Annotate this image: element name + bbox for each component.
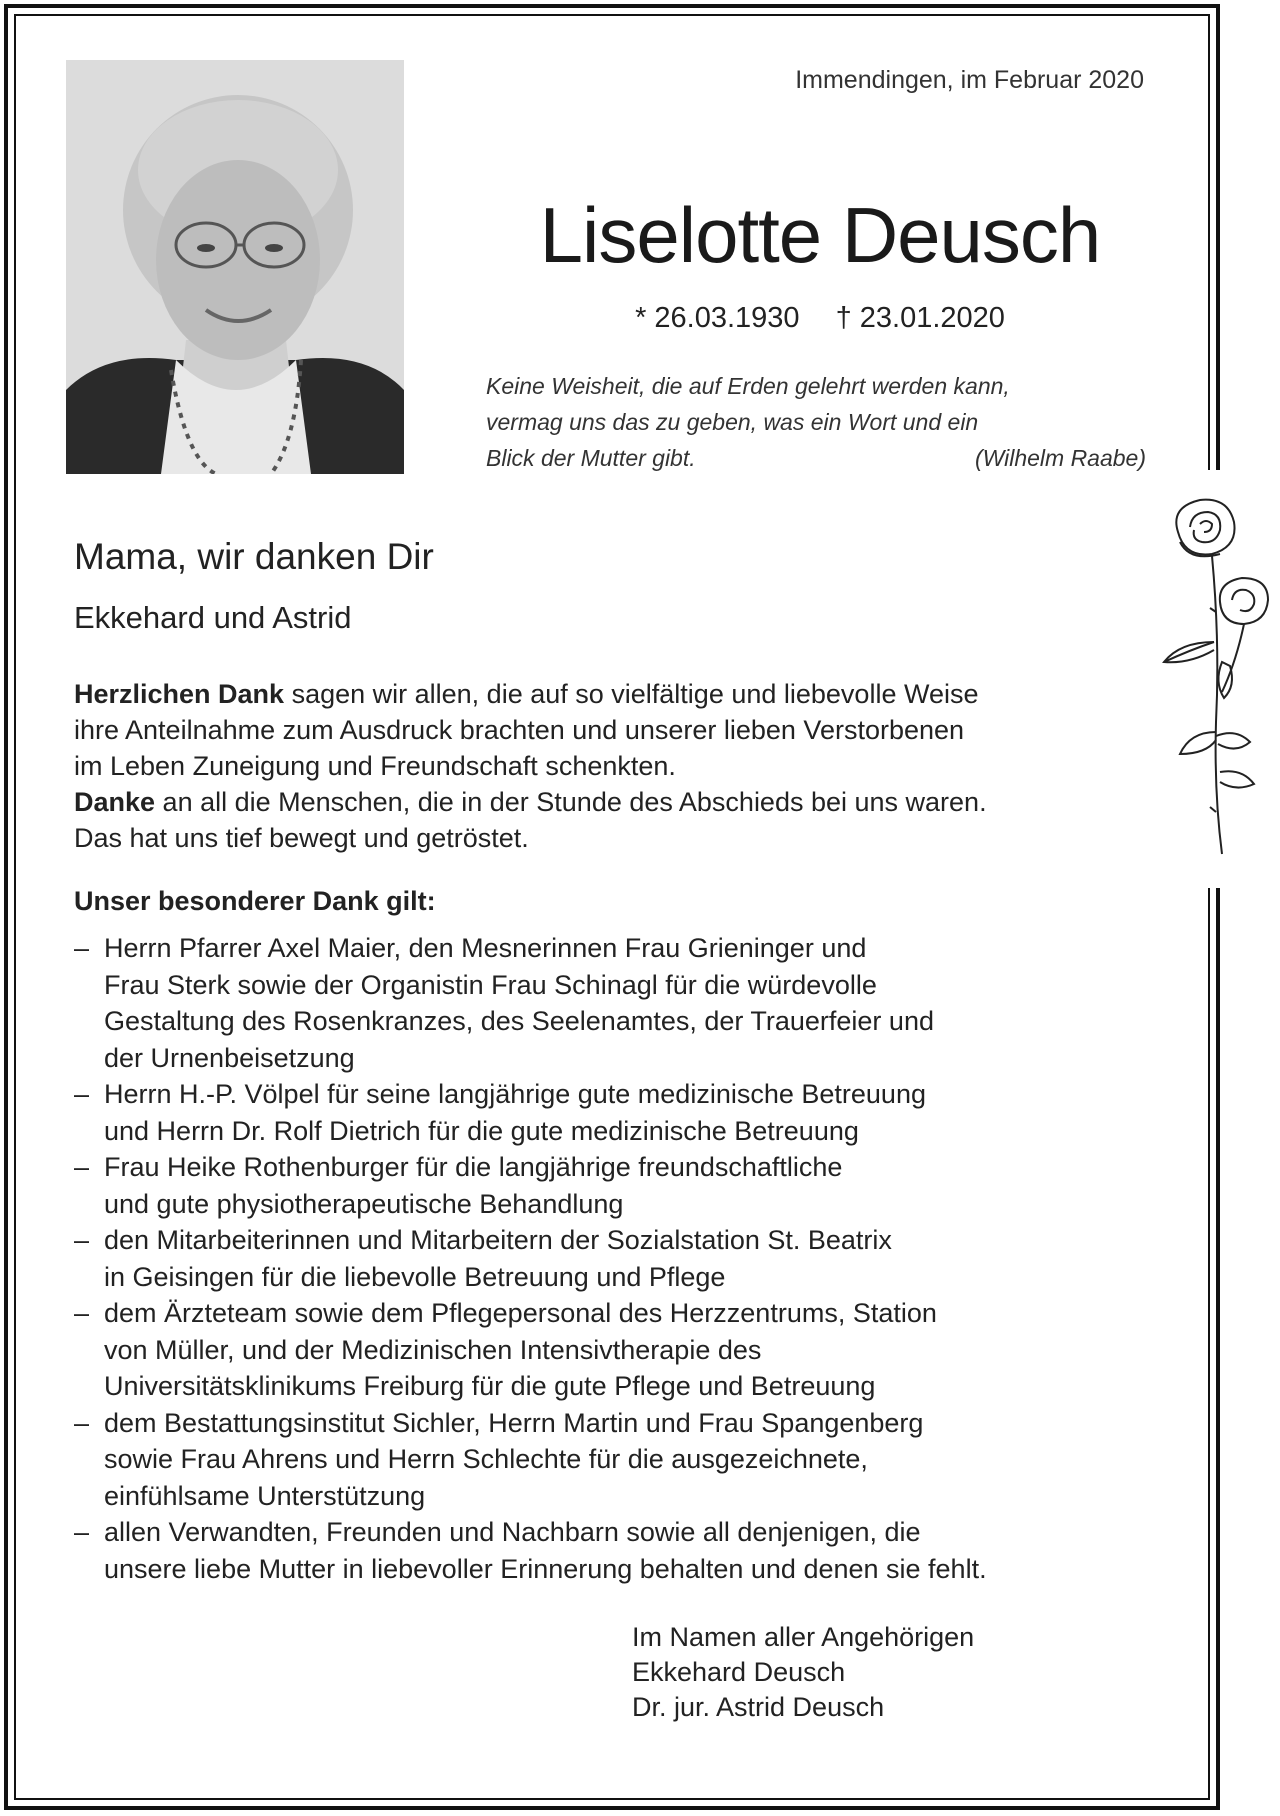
thanks-subheading: Ekkehard und Astrid	[74, 600, 352, 635]
quote	[486, 368, 1146, 476]
special-thanks-list	[74, 930, 1154, 1587]
dash-bullet: –	[74, 1079, 90, 1109]
signature-name: Ekkehard Deusch	[632, 1657, 846, 1687]
deceased-name: Liselotte Deusch	[539, 191, 1101, 279]
quote-line: Blick der Mutter gibt.	[486, 445, 696, 471]
list-line: allen Verwandten, Freunden und Nachbarn sowie all denjenigen, die	[104, 1517, 921, 1547]
paragraph-text: sagen wir allen, die auf so vielfältige und liebevolle Weise	[284, 679, 979, 709]
special-thanks-title: Unser besonderer Dank gilt:	[74, 886, 436, 916]
signature-line: Im Namen aller Angehörigen	[632, 1622, 975, 1652]
list-line: Herrn H.-P. Völpel für seine langjährige gute medizinische Betreuung	[104, 1079, 926, 1109]
quote-author: (Wilhelm Raabe)	[974, 445, 1146, 471]
dash-bullet: –	[74, 1517, 90, 1547]
list-line: einfühlsame Unterstützung	[104, 1480, 426, 1511]
list-line: Gestaltung des Rosenkranzes, des Seelenamtes, der Trauerfeier und	[104, 1006, 934, 1036]
birth-date: * 26.03.1930	[635, 302, 800, 334]
thanks-heading: Mama, wir danken Dir	[74, 536, 434, 577]
list-item	[74, 1149, 1154, 1222]
list-line: dem Bestattungsinstitut Sichler, Herrn Martin und Frau Spangenberg	[104, 1407, 924, 1438]
signature-name: Dr. jur. Astrid Deusch	[632, 1692, 885, 1722]
list-line: den Mitarbeiterinnen und Mitarbeitern der Sozialstation St. Beatrix	[104, 1225, 892, 1255]
bold-lead: Danke	[74, 787, 156, 817]
list-line: Universitätsklinikums Freiburg für die gute Pflege und Betreuung	[104, 1371, 876, 1401]
list-line: Frau Sterk sowie der Organistin Frau Schinagl für die würdevolle	[104, 969, 877, 1000]
paragraph-text: im Leben Zuneigung und Freundschaft schenkten.	[74, 751, 676, 781]
dash-bullet: –	[74, 1225, 90, 1255]
list-item	[74, 1514, 1154, 1587]
paragraph-text: ihre Anteilnahme zum Ausdruck brachten und unserer lieben Verstorbenen	[74, 715, 965, 745]
list-line: und Herrn Dr. Rolf Dietrich für die gute medizinische Betreuung	[104, 1115, 859, 1146]
list-line: und gute physiotherapeutische Behandlung	[104, 1188, 624, 1219]
dash-bullet: –	[74, 1152, 90, 1182]
death-date: † 23.01.2020	[835, 302, 1005, 334]
list-line: in Geisingen für die liebevolle Betreuung und Pflege	[104, 1261, 726, 1292]
signature-block	[632, 1620, 974, 1725]
list-line: Frau Heike Rothenburger für die langjährige freundschaftliche	[104, 1152, 843, 1182]
list-item	[74, 930, 1154, 1076]
dash-bullet: –	[74, 933, 90, 963]
quote-line: vermag uns das zu geben, was ein Wort und ein	[486, 409, 979, 435]
bold-lead: Herzlichen Dank	[74, 679, 285, 709]
dash-bullet: –	[74, 1407, 90, 1438]
rose-icon	[1150, 492, 1276, 862]
paragraph-text: an all die Menschen, die in der Stunde des Abschieds bei uns waren.	[155, 787, 987, 817]
paragraph-text: Das hat uns tief bewegt und getröstet.	[74, 823, 529, 853]
list-line: Herrn Pfarrer Axel Maier, den Mesnerinnen Frau Grieninger und	[104, 933, 867, 963]
list-line: unsere liebe Mutter in liebevoller Erinnerung behalten und denen sie fehlt.	[104, 1553, 987, 1584]
list-item	[74, 1405, 1154, 1515]
list-item	[74, 1295, 1154, 1405]
list-item	[74, 1076, 1154, 1149]
thanks-paragraph-1	[74, 676, 1154, 784]
quote-line: Keine Weisheit, die auf Erden gelehrt werden kann,	[486, 373, 1010, 399]
dash-bullet: –	[74, 1298, 90, 1328]
life-dates	[500, 302, 1140, 335]
list-line: von Müller, und der Medizinischen Intensivtherapie des	[104, 1334, 762, 1365]
place-date: Immendingen, im Februar 2020	[795, 66, 1144, 94]
list-item	[74, 1222, 1154, 1295]
list-line: sowie Frau Ahrens und Herrn Schlechte für die ausgezeichnete,	[104, 1444, 868, 1474]
thanks-paragraph-2	[74, 784, 1154, 856]
list-line: der Urnenbeisetzung	[104, 1042, 355, 1073]
portrait-photo	[66, 60, 404, 474]
list-line: dem Ärzteteam sowie dem Pflegepersonal des Herzzentrums, Station	[104, 1298, 937, 1328]
